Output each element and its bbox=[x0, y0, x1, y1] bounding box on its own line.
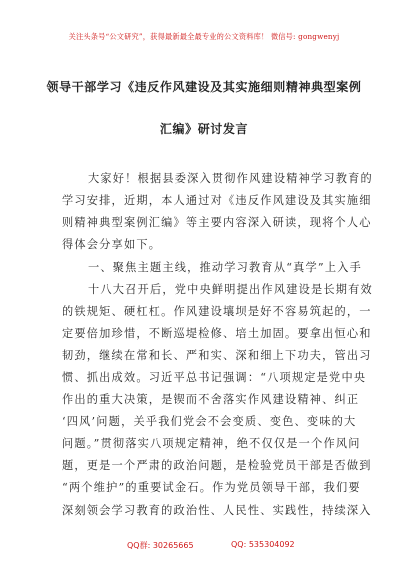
body-line: 韧劲，继续在常和长、严和实、深和细上下功夫，管出习 bbox=[62, 349, 372, 362]
body-line: “两个维护”的重要试金石。作为党员领导干部，我们要 bbox=[62, 481, 361, 494]
body-line: 一、聚焦主题主线，推动学习教育从“真学”上入手 bbox=[88, 261, 362, 274]
body-line: 学习安排，近期，本人通过对《违反作风建设及其实施细 bbox=[62, 194, 372, 207]
footer-qq-number: QQ: 535304092 bbox=[231, 540, 295, 549]
footer-qq-group: QQ群: 30265665 bbox=[127, 541, 194, 550]
document-title-line-2: 汇编》研讨发言 bbox=[159, 122, 249, 136]
body-line: 的铁规矩、硬杠杠。作风建设壤坝是好不容易筑起的，一 bbox=[62, 305, 372, 318]
body-line: 得体会分享如下。 bbox=[62, 238, 162, 251]
body-line: 大家好！根据县委深入贯彻作风建设精神学习教育的 bbox=[88, 172, 373, 185]
body-line: 则精神典型案例汇编》等主要内容深入研读，现将个人心 bbox=[62, 216, 372, 229]
body-line: 问题。”贯彻落实八项规定精神，绝不仅仅是一个作风问 bbox=[62, 437, 361, 450]
body-line: 作出的重大决策，是锲而不舍落实作风建设精神、纠正 bbox=[62, 393, 360, 406]
body-line: ‘四风’问题，关乎我们党会不会变质、变色、变味的大 bbox=[62, 415, 357, 428]
document-title-line-1: 领导干部学习《违反作风建设及其实施细则精神典型案例 bbox=[46, 80, 362, 94]
body-line: 定要倍加珍惜，不断巡堤检修、培土加固。要拿出恒心和 bbox=[62, 327, 372, 340]
body-line: 深刻领会学习教育的政治性、人民性、实践性，持续深入 bbox=[62, 504, 372, 517]
body-line: 惯、抓出成效。习近平总书记强调：“八项规定是党中央 bbox=[62, 371, 367, 384]
body-line: 十八大召开后，党中央鲜明提出作风建设是长期有效 bbox=[88, 283, 373, 296]
footer bbox=[0, 540, 408, 554]
header-note: 关注头条号“公文研究”，获得最新最全最专业的公文资料库！ 微信号: gongwenyj bbox=[68, 32, 340, 41]
body-line: 题，更是一个严肃的政治问题，是检验党员干部是否做到 bbox=[62, 459, 372, 472]
